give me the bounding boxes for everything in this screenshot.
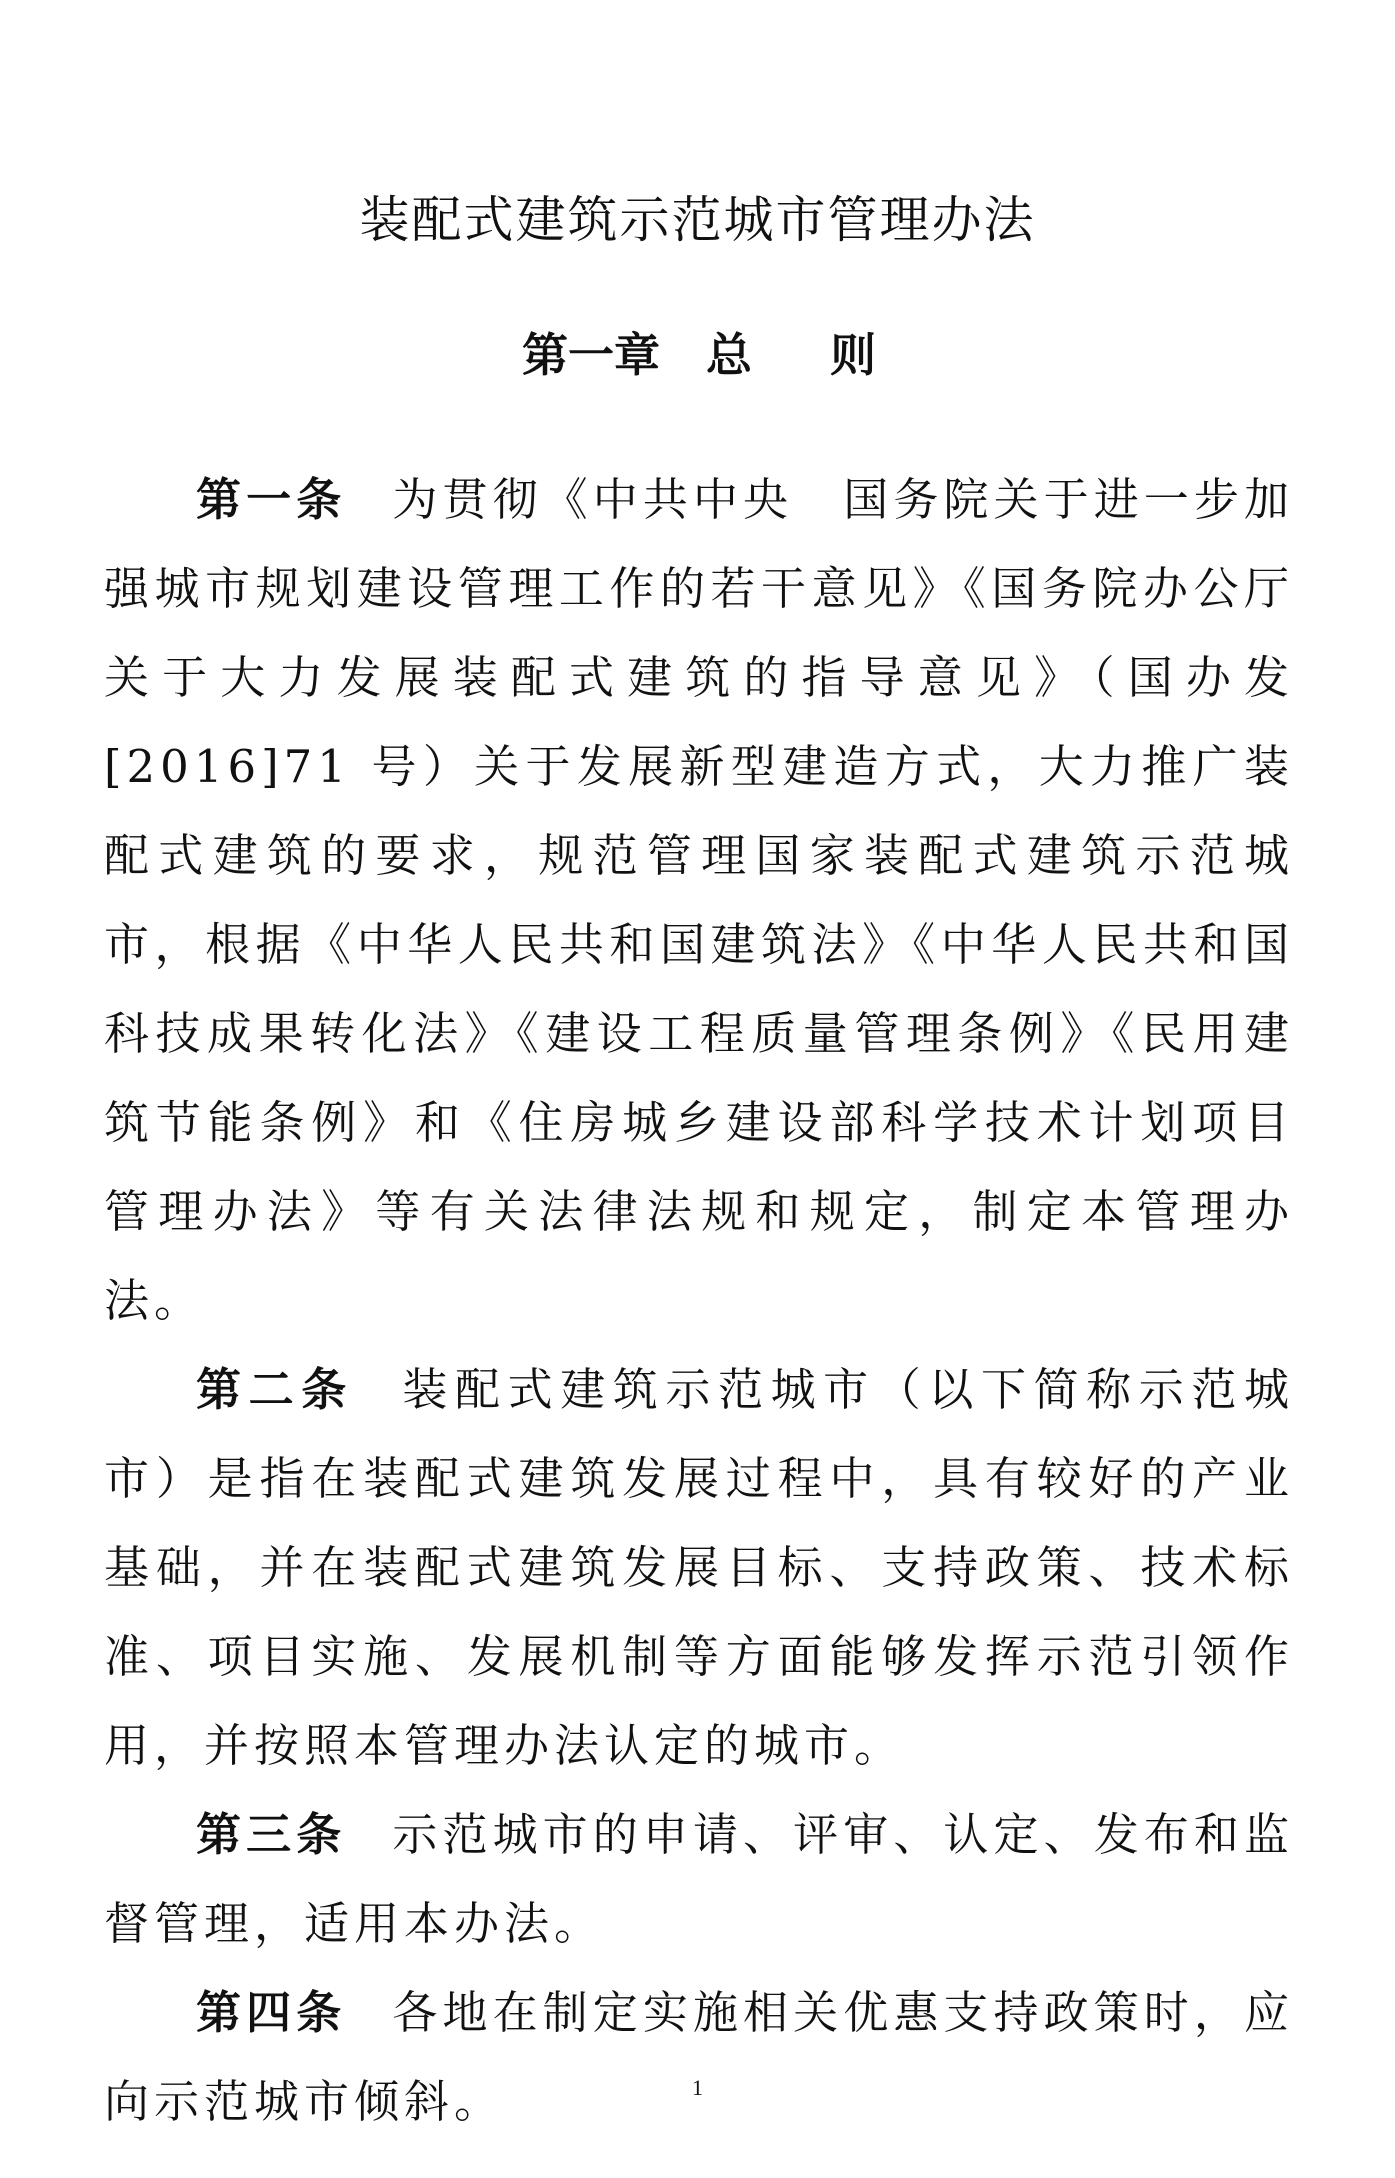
document-title: 装配式建筑示范城市管理办法 <box>359 191 1036 249</box>
article-label: 第一条 <box>196 473 347 526</box>
page-number: 1 <box>692 2075 703 2100</box>
chapter-title-part2: 则 <box>830 328 876 382</box>
article-2 <box>104 1345 1294 1790</box>
article-label: 第四条 <box>196 1986 347 2039</box>
chapter-title-part1: 总 <box>706 328 752 382</box>
article-3 <box>104 1790 1294 1968</box>
article-text: 装配式建筑示范城市（以下简称示范城市）是指在装配式建筑发展过程中，具有较好的产业基础，并在装配式建筑发展目标、支持政策、技术标准、项目实施、发展机制等方面能够发挥示范引领作用，并按照本管理办法认定的城市。 <box>104 1363 1294 1772</box>
article-1 <box>104 455 1294 1345</box>
article-text: 为贯彻《中共中央 国务院关于进一步加强城市规划建设管理工作的若干意见》《国务院办公厅关于大力发展装配式建筑的指导意见》（国办发[2016]71 号）关于发展新型建造方式，大力推广装配式建筑的要求，规范管理国家装配式建筑示范城市，根据《中华人民共和国建筑法》《中华人民共和国科技成果转化法》《建设工程质量管理条例》《民用建筑节能条例》和《住房城乡建设部科学技术计划项目管理办法》等有关法律法规和规定，制定本管理办法。 <box>104 473 1294 1327</box>
article-label: 第三条 <box>196 1808 347 1861</box>
chapter-number: 第一章 <box>522 328 660 382</box>
document-body <box>104 455 1294 2146</box>
article-label: 第二条 <box>196 1363 354 1416</box>
chapter-heading <box>0 325 1395 385</box>
article-4 <box>104 1968 1294 2146</box>
article-text: 示范城市的申请、评审、认定、发布和监督管理，适用本办法。 <box>104 1808 1294 1950</box>
article-text: 各地在制定实施相关优惠支持政策时，应向示范城市倾斜。 <box>104 1986 1294 2128</box>
